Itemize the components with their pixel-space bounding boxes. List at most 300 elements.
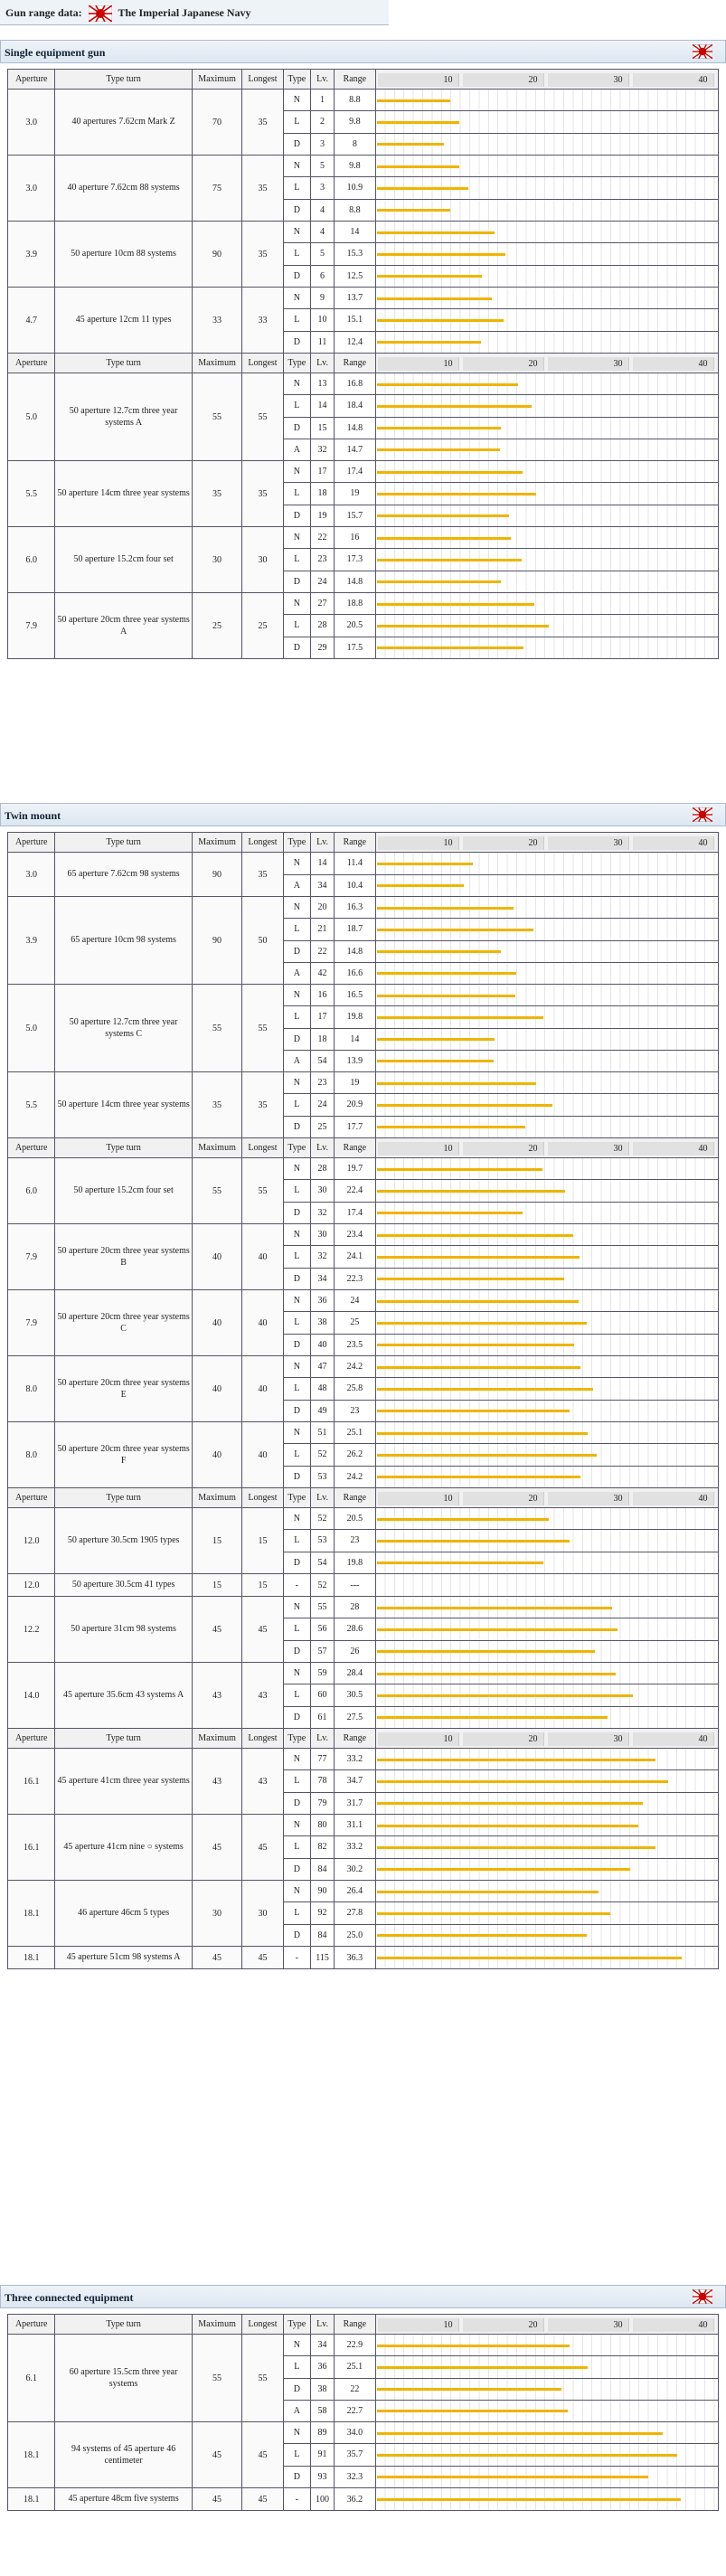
gun-type-name: 50 aperture 14cm three year systems (55, 1072, 192, 1138)
level-cell: 78 (310, 1770, 334, 1792)
scale-tick-label: 10 (378, 2318, 459, 2332)
level-cell: 34 (310, 1268, 334, 1289)
table-row (8, 1574, 719, 1597)
range-value-cell: 10.4 (335, 874, 375, 897)
aperture-cell: 8.0 (8, 1422, 55, 1488)
maximum-cell: 25 (192, 593, 241, 659)
scale-tick-label: 40 (633, 73, 714, 87)
level-cell: 38 (310, 2378, 334, 2400)
range-bar (377, 275, 482, 278)
level-cell: 52 (310, 1508, 334, 1530)
range-scale-header (375, 1488, 718, 1508)
ammo-type-cell: D (283, 1466, 310, 1487)
gun-type-name: 40 apertures 7.62cm Mark Z (55, 90, 192, 156)
longest-cell: 40 (242, 1422, 283, 1488)
range-bar (377, 1038, 495, 1041)
table-row (8, 1663, 719, 1684)
scale-tick-label: 10 (378, 73, 459, 87)
maximum-cell: 45 (192, 1815, 241, 1881)
range-value-cell: 14.8 (335, 940, 375, 962)
range-bar (377, 1410, 570, 1412)
range-bar-cell (375, 637, 718, 658)
range-bar (377, 1082, 537, 1085)
scale-tick-label: 30 (548, 2318, 629, 2332)
ammo-type-cell: L (283, 1444, 310, 1466)
ammo-type-cell: D (283, 1202, 310, 1223)
range-bar (377, 143, 444, 146)
column-header: Aperture (8, 354, 55, 373)
range-value-cell: 13.7 (335, 288, 375, 309)
table-header-row (8, 833, 719, 853)
range-bar-cell (375, 2422, 718, 2444)
ammo-type-cell: D (283, 1552, 310, 1573)
level-cell: 61 (310, 1706, 334, 1728)
ammo-type-cell: A (283, 2400, 310, 2421)
ammo-type-cell: N (283, 1290, 310, 1312)
range-bar (377, 1322, 588, 1325)
range-bar (377, 559, 523, 561)
range-bar-cell (375, 1158, 718, 1180)
range-bar-cell (375, 199, 718, 221)
range-bar (377, 427, 502, 429)
range-value-cell: --- (335, 1574, 375, 1597)
ammo-type-cell: L (283, 2356, 310, 2378)
ammo-type-cell: D (283, 1640, 310, 1662)
range-bar-cell (375, 1224, 718, 1246)
range-value-cell: 33.2 (335, 1749, 375, 1770)
gun-type-name: 50 aperture 20cm three year systems B (55, 1224, 192, 1290)
table-row (8, 897, 719, 919)
longest-cell: 45 (242, 1815, 283, 1881)
level-cell: 18 (310, 1028, 334, 1050)
range-value-cell: 24.2 (335, 1356, 375, 1378)
gun-type-name: 50 aperture 20cm three year systems A (55, 593, 192, 659)
range-bar (377, 1540, 570, 1543)
maximum-cell: 55 (192, 2335, 241, 2422)
range-bar-cell (375, 1597, 718, 1618)
maximum-cell: 40 (192, 1224, 241, 1290)
table-header-row (8, 2315, 719, 2335)
column-header: Range (335, 1138, 375, 1158)
scale-tick-label: 20 (463, 1142, 544, 1156)
column-header: Range (335, 2315, 375, 2335)
section-header (0, 803, 726, 826)
rising-sun-flag-icon (89, 5, 112, 22)
column-header: Longest (242, 1488, 283, 1508)
aperture-cell: 12.0 (8, 1508, 55, 1574)
range-bar (377, 995, 515, 997)
level-cell: 36 (310, 1290, 334, 1312)
table-row (8, 90, 719, 111)
column-header: Type (283, 354, 310, 373)
level-cell: 21 (310, 919, 334, 940)
aperture-cell: 3.9 (8, 897, 55, 985)
ammo-type-cell: L (283, 2444, 310, 2466)
column-header: Lv. (310, 2315, 334, 2335)
gun-section (0, 803, 726, 1969)
ammo-type-cell: D (283, 417, 310, 439)
range-value-cell: 28 (335, 1597, 375, 1618)
level-cell: 84 (310, 1858, 334, 1880)
range-bar-cell (375, 1072, 718, 1094)
range-bar (377, 2345, 570, 2347)
gun-type-name: 45 aperture 48cm five systems (55, 2488, 192, 2511)
ammo-type-cell: L (283, 243, 310, 265)
gun-type-name: 50 aperture 14cm three year systems (55, 461, 192, 527)
scale-tick-label: 20 (463, 1732, 544, 1746)
column-header: Lv. (310, 1488, 334, 1508)
range-value-cell: 26 (335, 1640, 375, 1662)
longest-cell: 43 (242, 1663, 283, 1729)
range-value-cell: 16 (335, 527, 375, 549)
level-cell: 115 (310, 1947, 334, 1969)
aperture-cell: 5.5 (8, 461, 55, 527)
range-bar (377, 1344, 575, 1346)
range-bar-cell (375, 1858, 718, 1880)
range-value-cell: 20.9 (335, 1094, 375, 1116)
range-bar-cell (375, 1378, 718, 1400)
range-value-cell: 17.3 (335, 549, 375, 571)
range-bar-cell (375, 1312, 718, 1334)
range-bar-cell (375, 897, 718, 919)
range-bar (377, 907, 514, 910)
range-bar-cell (375, 395, 718, 417)
range-value-cell: 23.5 (335, 1334, 375, 1355)
range-bar (377, 493, 537, 495)
table-row (8, 1881, 719, 1902)
aperture-cell: 6.1 (8, 2335, 55, 2422)
maximum-cell: 15 (192, 1508, 241, 1574)
column-header: Maximum (192, 1488, 241, 1508)
range-bar-cell (375, 527, 718, 549)
table-row (8, 1815, 719, 1836)
range-bar-cell (375, 571, 718, 592)
range-value-cell: 25.8 (335, 1378, 375, 1400)
range-bar (377, 1650, 596, 1653)
level-cell: 4 (310, 199, 334, 221)
range-value-cell: 22.7 (335, 2400, 375, 2421)
range-bar (377, 1278, 564, 1280)
range-scale-header (375, 354, 718, 373)
aperture-cell: 5.0 (8, 373, 55, 461)
level-cell: 82 (310, 1836, 334, 1858)
level-cell: 91 (310, 2444, 334, 2466)
aperture-cell: 16.1 (8, 1749, 55, 1815)
range-value-cell: 9.8 (335, 156, 375, 177)
range-bar (377, 2366, 588, 2369)
level-cell: 92 (310, 1902, 334, 1924)
ammo-type-cell: N (283, 853, 310, 875)
level-cell: 32 (310, 439, 334, 460)
aperture-cell: 18.1 (8, 2488, 55, 2511)
ammo-type-cell: D (283, 1792, 310, 1814)
aperture-cell: 7.9 (8, 593, 55, 659)
level-cell: 40 (310, 1334, 334, 1355)
ammo-type-cell: D (283, 199, 310, 221)
maximum-cell: 15 (192, 1574, 241, 1597)
column-header: Longest (242, 354, 283, 373)
scale-tick-label: 10 (378, 1142, 459, 1156)
range-bar-cell (375, 417, 718, 439)
range-bar-cell (375, 1684, 718, 1706)
level-cell: 32 (310, 1202, 334, 1223)
longest-cell: 40 (242, 1224, 283, 1290)
maximum-cell: 30 (192, 527, 241, 593)
gun-type-name: 94 systems of 45 aperture 46 centimeter (55, 2422, 192, 2488)
table-row (8, 1508, 719, 1530)
gun-section (0, 2285, 726, 2511)
range-value-cell: 19.8 (335, 1552, 375, 1573)
level-cell: 13 (310, 373, 334, 395)
level-cell: 54 (310, 1050, 334, 1071)
range-bar (377, 448, 501, 451)
range-value-cell: 8.8 (335, 199, 375, 221)
ammo-type-cell: D (283, 2378, 310, 2400)
ammo-type-cell: N (283, 1815, 310, 1836)
level-cell: 52 (310, 1444, 334, 1466)
range-value-cell: 12.4 (335, 331, 375, 353)
level-cell: 9 (310, 288, 334, 309)
longest-cell: 35 (242, 90, 283, 156)
column-header: Type (283, 1488, 310, 1508)
level-cell: 6 (310, 265, 334, 287)
column-header: Maximum (192, 70, 241, 90)
range-bar-cell (375, 1770, 718, 1792)
range-value-cell: 18.8 (335, 593, 375, 615)
range-bar-cell (375, 243, 718, 265)
range-bar (377, 580, 502, 583)
ammo-type-cell: N (283, 897, 310, 919)
level-cell: 34 (310, 874, 334, 897)
scale-tick-label: 20 (463, 357, 544, 371)
column-header: Aperture (8, 833, 55, 853)
longest-cell: 45 (242, 1947, 283, 1969)
longest-cell: 45 (242, 2488, 283, 2511)
level-cell: 3 (310, 177, 334, 199)
range-value-cell: 19.7 (335, 1158, 375, 1180)
longest-cell: 40 (242, 1290, 283, 1356)
level-cell: 54 (310, 1552, 334, 1573)
scale-tick-label: 30 (548, 1732, 629, 1746)
longest-cell: 55 (242, 985, 283, 1072)
range-bar-cell (375, 1356, 718, 1378)
longest-cell: 45 (242, 2422, 283, 2488)
range-bar-cell (375, 1640, 718, 1662)
range-bar (377, 2432, 663, 2435)
range-bar (377, 646, 524, 649)
ammo-type-cell: A (283, 1050, 310, 1071)
range-value-cell: 19 (335, 1072, 375, 1094)
range-value-cell: 27.5 (335, 1706, 375, 1728)
range-value-cell: 31.1 (335, 1815, 375, 1836)
level-cell: 17 (310, 1006, 334, 1028)
scale-tick-label: 30 (548, 357, 629, 371)
range-bar-cell (375, 1028, 718, 1050)
range-value-cell: 34.7 (335, 1770, 375, 1792)
range-value-cell: 23 (335, 1530, 375, 1552)
range-bar (377, 2410, 568, 2412)
range-bar (377, 1190, 565, 1193)
column-header: Type turn (55, 1138, 192, 1158)
range-bar-cell (375, 1815, 718, 1836)
range-bar-cell (375, 1947, 718, 1969)
longest-cell: 30 (242, 527, 283, 593)
level-cell: 52 (310, 1574, 334, 1597)
level-cell: 80 (310, 1815, 334, 1836)
range-bar (377, 884, 465, 887)
longest-cell: 50 (242, 897, 283, 985)
longest-cell: 35 (242, 222, 283, 288)
longest-cell: 40 (242, 1356, 283, 1422)
range-bar (377, 1934, 588, 1937)
level-cell: 34 (310, 2335, 334, 2356)
longest-cell: 55 (242, 2335, 283, 2422)
level-cell: 30 (310, 1180, 334, 1202)
column-header: Type turn (55, 2315, 192, 2335)
level-cell: 1 (310, 90, 334, 111)
range-value-cell: 15.1 (335, 309, 375, 331)
level-cell: 18 (310, 483, 334, 505)
ammo-type-cell: D (283, 1334, 310, 1355)
level-cell: 19 (310, 505, 334, 526)
scale-tick-label: 10 (378, 357, 459, 371)
rising-sun-flag-icon (693, 2288, 712, 2312)
range-bar-cell (375, 549, 718, 571)
range-value-cell: 18.7 (335, 919, 375, 940)
range-bar (377, 99, 451, 102)
ammo-type-cell: L (283, 1770, 310, 1792)
range-value-cell: 14.8 (335, 571, 375, 592)
level-cell: 17 (310, 461, 334, 483)
range-bar (377, 165, 459, 168)
level-cell: 16 (310, 985, 334, 1006)
ammo-type-cell: L (283, 919, 310, 940)
gun-type-name: 50 aperture 12.7cm three year systems C (55, 985, 192, 1072)
table-row (8, 593, 719, 615)
range-bar (377, 514, 509, 517)
ammo-type-cell: L (283, 309, 310, 331)
range-bar-cell (375, 1508, 718, 1530)
column-header: Maximum (192, 1729, 241, 1749)
table-row (8, 1749, 719, 1770)
maximum-cell: 45 (192, 2488, 241, 2511)
column-header: Type turn (55, 1488, 192, 1508)
range-value-cell: 20.5 (335, 1508, 375, 1530)
range-value-cell: 23 (335, 1400, 375, 1421)
ammo-type-cell: N (283, 1224, 310, 1246)
ammo-type-cell: N (283, 222, 310, 243)
range-bar (377, 537, 512, 540)
range-bar-cell (375, 1422, 718, 1444)
column-header: Lv. (310, 1729, 334, 1749)
gun-type-name: 45 aperture 41cm three year systems (55, 1749, 192, 1815)
ammo-type-cell: D (283, 1268, 310, 1289)
range-bar (377, 187, 468, 190)
range-bar-cell (375, 90, 718, 111)
range-bar (377, 405, 532, 408)
ammo-type-cell: - (283, 1574, 310, 1597)
ammo-type-cell: L (283, 1180, 310, 1202)
range-value-cell: 15.3 (335, 243, 375, 265)
section-header (0, 40, 726, 63)
range-value-cell: 8.8 (335, 90, 375, 111)
column-header: Type (283, 1138, 310, 1158)
gun-type-name: 45 aperture 51cm 98 systems A (55, 1947, 192, 1969)
longest-cell: 35 (242, 461, 283, 527)
column-header: Type turn (55, 70, 192, 90)
table-row (8, 1356, 719, 1378)
range-bar-cell (375, 1749, 718, 1770)
level-cell: 29 (310, 637, 334, 658)
scale-tick-label: 30 (548, 1492, 629, 1505)
range-value-cell: 25 (335, 1312, 375, 1334)
aperture-cell: 6.0 (8, 527, 55, 593)
column-header: Longest (242, 1138, 283, 1158)
table-header-row (8, 70, 719, 90)
maximum-cell: 75 (192, 156, 241, 222)
range-bar-cell (375, 1246, 718, 1268)
range-bar (377, 1825, 638, 1827)
ammo-type-cell: A (283, 874, 310, 897)
table-header-row (8, 1729, 719, 1749)
range-value-cell: 35.7 (335, 2444, 375, 2466)
longest-cell: 43 (242, 1749, 283, 1815)
range-bar (377, 2476, 648, 2478)
level-cell: 23 (310, 549, 334, 571)
table-row (8, 1072, 719, 1094)
range-bar (377, 1694, 634, 1697)
range-bar-cell (375, 1618, 718, 1640)
range-bar-cell (375, 439, 718, 460)
scale-tick-label: 20 (463, 836, 544, 850)
range-bar-cell (375, 461, 718, 483)
range-bar (377, 1388, 594, 1391)
range-bar (377, 1759, 656, 1761)
level-cell: 14 (310, 853, 334, 875)
range-value-cell: 25.1 (335, 2356, 375, 2378)
aperture-cell: 5.5 (8, 1072, 55, 1138)
table-row (8, 222, 719, 243)
aperture-cell: 5.0 (8, 985, 55, 1072)
range-bar-cell (375, 1050, 718, 1071)
column-header: Longest (242, 2315, 283, 2335)
table-row (8, 373, 719, 395)
range-bar-cell (375, 2488, 718, 2511)
range-bar-cell (375, 2378, 718, 2400)
scale-tick-label: 40 (633, 357, 714, 371)
ammo-type-cell: N (283, 1663, 310, 1684)
range-value-cell: 24.1 (335, 1246, 375, 1268)
range-bar (377, 1104, 552, 1107)
gun-type-name: 65 aperture 7.62cm 98 systems (55, 853, 192, 897)
level-cell: 55 (310, 1597, 334, 1618)
range-value-cell: 14.8 (335, 417, 375, 439)
column-header: Lv. (310, 70, 334, 90)
ammo-type-cell: L (283, 549, 310, 571)
ammo-type-cell: D (283, 1706, 310, 1728)
range-bar (377, 319, 504, 322)
ammo-type-cell: N (283, 156, 310, 177)
scale-tick-label: 30 (548, 1142, 629, 1156)
gun-type-name: 46 aperture 46cm 5 types (55, 1881, 192, 1947)
longest-cell: 25 (242, 593, 283, 659)
table-header-row (8, 1488, 719, 1508)
range-value-cell: 34.0 (335, 2422, 375, 2444)
maximum-cell: 45 (192, 2422, 241, 2488)
range-bar-cell (375, 1792, 718, 1814)
range-value-cell: 19.8 (335, 1006, 375, 1028)
gun-type-name: 50 aperture 20cm three year systems F (55, 1422, 192, 1488)
